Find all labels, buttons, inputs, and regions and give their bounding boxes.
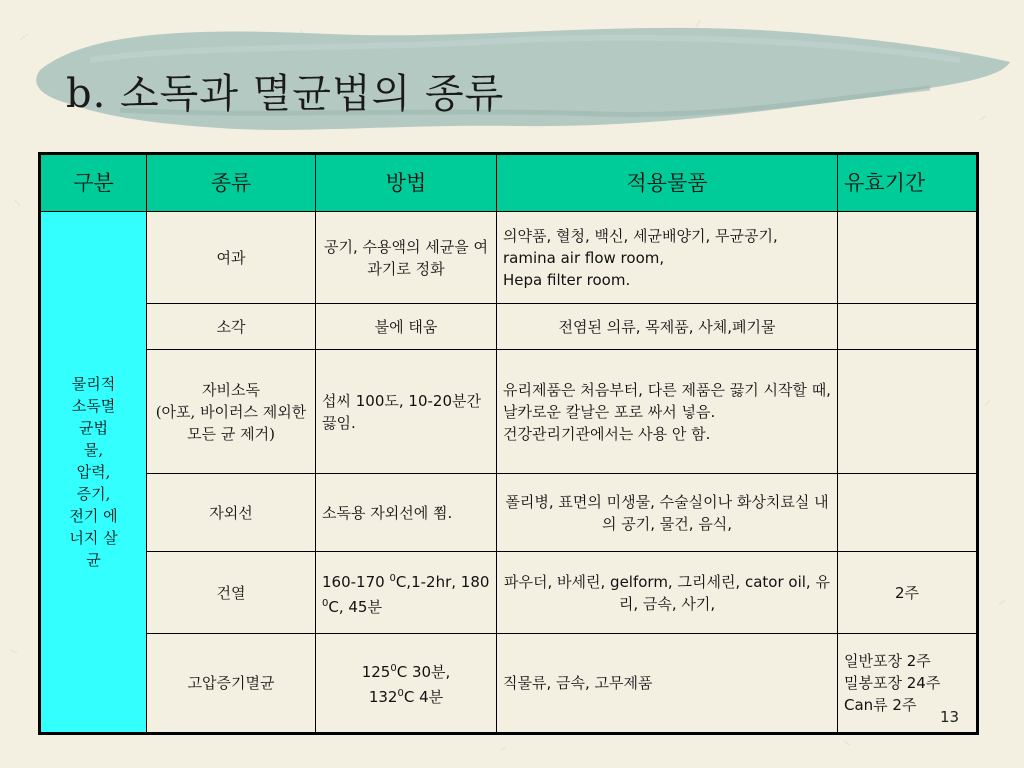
group-sub-line: 균 (86, 551, 101, 569)
method-text: 132 (368, 688, 398, 706)
kind-line: 자비소독 (202, 380, 260, 399)
kind-autoclave: 고압증기멸균 (147, 634, 316, 734)
apply-line: 건강관리기관에서는 사용 안 함. (503, 424, 711, 443)
header-valid-period: 유효기간 (838, 154, 978, 212)
method-superscript: 0 (322, 597, 329, 609)
valid-cell: 2주 (838, 552, 978, 634)
method-cell: 불에 태움 (316, 304, 497, 350)
kind-ultraviolet: 자외선 (147, 474, 316, 552)
group-title-line: 소독멸 (71, 397, 116, 415)
group-title-line: 물리적 (71, 375, 116, 393)
apply-cell: 직물류, 금속, 고무제품 (497, 634, 838, 734)
method-text: 125 (361, 663, 391, 681)
method-text: 160-170 (322, 572, 390, 591)
method-cell: 공기, 수용액의 세균을 여과기로 정화 (316, 212, 497, 304)
page-number: 13 (940, 708, 960, 726)
group-sub-line: 압력, (76, 463, 111, 481)
table-row (40, 634, 978, 734)
group-sub-line: 너지 살 (69, 529, 118, 547)
table-row (40, 212, 978, 304)
method-text: C 30분, (396, 663, 451, 681)
apply-line: 의약품, 혈청, 백신, 세균배양기, 무균공기, ramina air flow room, (503, 226, 778, 267)
valid-line: 일반포장 2주 (844, 652, 931, 670)
apply-line: 유리제품은 처음부터, 다른 제품은 끓기 시작할 때, 날카로운 칼날은 포로 싸서 넣음. (503, 380, 831, 421)
slide-title: b. 소독과 멸균법의 종류 (66, 71, 505, 117)
kind-boiling (147, 350, 316, 474)
method-text: C,1-2hr, 180 (395, 572, 490, 591)
method-text: C 4분 (403, 688, 444, 706)
group-sub-line: 전기 에 (69, 507, 118, 525)
valid-cell (838, 304, 978, 350)
apply-cell (497, 212, 838, 304)
method-cell: 섭씨 100도, 10-20분간 끓임. (316, 350, 497, 474)
valid-cell (838, 474, 978, 552)
method-superscript: 0 (390, 663, 397, 674)
apply-cell: 폴리병, 표면의 미생물, 수술실이나 화상치료실 내의 공기, 물건, 음식, (497, 474, 838, 552)
header-kind: 종류 (147, 154, 316, 212)
table-row (40, 552, 978, 634)
kind-incineration: 소각 (147, 304, 316, 350)
apply-line: Hepa filter room. (503, 270, 631, 289)
table-row (40, 304, 978, 350)
group-title-line: 균법 (79, 419, 108, 437)
valid-cell (838, 350, 978, 474)
group-sub-line: 증기, (76, 485, 111, 503)
header-method: 방법 (316, 154, 497, 212)
method-cell: 소독용 자외선에 쬠. (316, 474, 497, 552)
table-row (40, 474, 978, 552)
table-header-row (40, 154, 978, 212)
valid-line: Can류 2주 (844, 696, 917, 714)
sterilization-methods-table (38, 152, 979, 735)
group-sub-line: 물, (83, 441, 104, 459)
method-superscript: 0 (389, 572, 396, 584)
method-cell (316, 552, 497, 634)
valid-cell (838, 212, 978, 304)
apply-cell: 전염된 의류, 목제품, 사체,폐기물 (497, 304, 838, 350)
kind-filtration: 여과 (147, 212, 316, 304)
method-text: C, 45분 (328, 597, 382, 616)
kind-note: (아포, 바이러스 제외한 모든 균 제거) (155, 402, 307, 443)
kind-dry-heat: 건열 (147, 552, 316, 634)
header-category: 구분 (40, 154, 147, 212)
valid-line: 밀봉포장 24주 (844, 674, 941, 692)
apply-cell (497, 350, 838, 474)
table-row (40, 350, 978, 474)
method-cell (316, 634, 497, 734)
header-applied-items: 적용물품 (497, 154, 838, 212)
group-physical-sterilization (40, 212, 147, 734)
apply-cell: 파우더, 바세린, gelform, 그리세린, cator oil, 유리, 금속, 사기, (497, 552, 838, 634)
method-superscript: 0 (397, 688, 404, 699)
